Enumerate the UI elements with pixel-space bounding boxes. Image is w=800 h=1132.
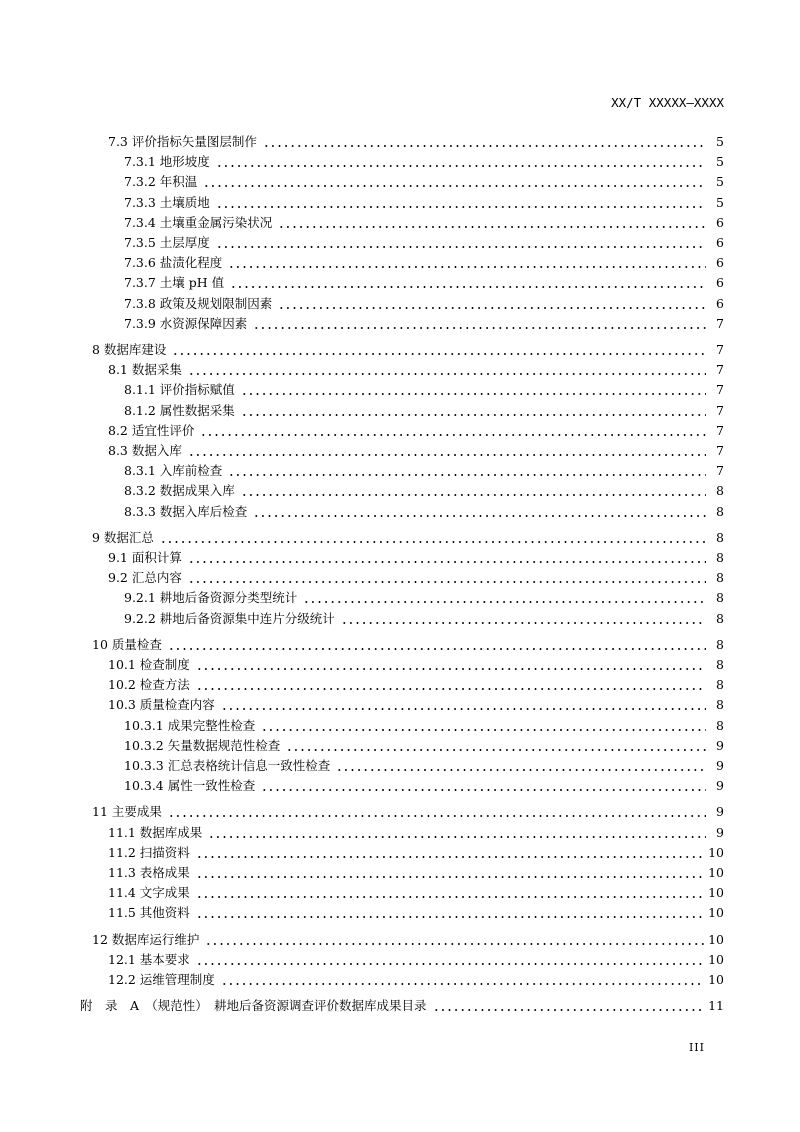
- toc-leader-dots: [216, 195, 706, 211]
- toc-leader-dots: [196, 885, 704, 901]
- toc-entry-label: 7.3.1 地形坡度: [124, 154, 210, 170]
- toc-entry[interactable]: [108, 360, 724, 378]
- toc-leader-dots: [208, 825, 706, 841]
- toc-leader-dots: [188, 550, 706, 566]
- toc-leader-dots: [433, 998, 705, 1014]
- toc-leader-dots: [228, 255, 706, 271]
- toc-entry-label: 7.3.7 土壤 pH 值: [124, 275, 225, 291]
- toc-leader-dots: [286, 738, 706, 754]
- toc-entry-page-number: 9: [716, 758, 724, 773]
- toc-entry[interactable]: [124, 756, 724, 774]
- toc-entry[interactable]: [92, 930, 724, 948]
- toc-entry-page-number: 6: [716, 255, 724, 271]
- toc-entry-page-number: 8: [716, 677, 724, 693]
- toc-entry[interactable]: [108, 863, 724, 881]
- toc-entry[interactable]: [108, 950, 724, 968]
- toc-leader-dots: [160, 530, 706, 546]
- toc-entry-label: 10.3.4 属性一致性检查: [124, 778, 256, 794]
- toc-entry[interactable]: [124, 233, 724, 251]
- toc-leader-dots: [221, 972, 704, 988]
- toc-entry-label: 10.3 质量检查内容: [108, 697, 215, 713]
- toc-leader-dots: [203, 174, 706, 190]
- toc-entry-label: 10.2 检查方法: [108, 677, 190, 693]
- toc-entry-label: 8.1.1 评价指标赋值: [124, 382, 235, 398]
- toc-leader-dots: [230, 275, 706, 291]
- toc-entry-page-number: 7: [716, 382, 724, 398]
- toc-leader-dots: [278, 296, 706, 312]
- toc-leader-dots: [253, 316, 706, 332]
- toc-entry[interactable]: [108, 903, 724, 921]
- toc-entry-page-number: 7: [716, 463, 724, 479]
- toc-entry-label: 7.3.8 政策及规划限制因素: [124, 295, 273, 311]
- toc-leader-dots: [188, 570, 706, 586]
- toc-entry[interactable]: [124, 502, 724, 520]
- toc-leader-dots: [205, 932, 704, 948]
- toc-entry[interactable]: [108, 843, 724, 861]
- toc-entry[interactable]: [124, 213, 724, 231]
- toc-entry[interactable]: [124, 401, 724, 419]
- toc-entry[interactable]: [108, 441, 724, 459]
- toc-entry-page-number: 8: [716, 636, 724, 652]
- toc-entry[interactable]: [92, 528, 724, 546]
- toc-leader-dots: [253, 504, 706, 520]
- toc-entry-page-number: 9: [716, 824, 724, 840]
- toc-entry[interactable]: [124, 253, 724, 271]
- toc-entry-label: 7.3.6 盐渍化程度: [124, 255, 223, 271]
- toc-entry[interactable]: [124, 314, 724, 332]
- toc-leader-dots: [261, 778, 706, 794]
- toc-entry[interactable]: [124, 294, 724, 312]
- toc-entry-page-number: 9: [716, 804, 724, 820]
- toc-entry-page-number: 9: [716, 737, 724, 753]
- toc-entry[interactable]: [124, 152, 724, 170]
- toc-entry-page-number: 8: [716, 717, 724, 733]
- toc-entry-page-number: 11: [708, 998, 724, 1014]
- toc-entry-label: 10.1 检查制度: [108, 657, 190, 672]
- toc-entry-label: 8.3.2 数据成果入库: [124, 483, 235, 499]
- toc-leader-dots: [216, 154, 706, 170]
- toc-appendix-entry[interactable]: [80, 996, 724, 1014]
- page-number: III: [688, 1041, 705, 1054]
- toc-entry-page-number: 8: [716, 657, 724, 672]
- toc-entry-page-number: 5: [716, 174, 724, 190]
- toc-entry-page-number: 8: [716, 550, 724, 565]
- toc-entry[interactable]: [92, 802, 724, 820]
- toc-entry[interactable]: [108, 568, 724, 586]
- toc-entry-page-number: 6: [716, 275, 724, 291]
- toc-entry-label: 8 数据库建设: [92, 342, 167, 357]
- toc-leader-dots: [196, 905, 704, 921]
- toc-entry[interactable]: [124, 588, 724, 606]
- toc-entry-page-number: 8: [716, 529, 724, 545]
- toc-entry-label: 9 数据汇总: [92, 529, 154, 545]
- toc-entry-label: 11 主要成果: [92, 804, 162, 820]
- toc-entry-label: 9.2.1 耕地后备资源分类型统计: [124, 590, 298, 606]
- toc-leader-dots: [221, 697, 706, 713]
- toc-entry-page-number: 10: [708, 972, 724, 987]
- toc-entry-label: 8.1.2 属性数据采集: [124, 402, 235, 418]
- toc-entry-label: 8.3 数据入库: [108, 443, 182, 458]
- toc-entry-page-number: 9: [716, 778, 724, 794]
- toc-entry[interactable]: [124, 716, 724, 734]
- toc-leader-dots: [196, 865, 704, 881]
- toc-leader-dots: [216, 235, 706, 251]
- toc-leader-dots: [196, 952, 704, 968]
- toc-entry-page-number: 7: [716, 402, 724, 418]
- toc-entry-label: 7.3.4 土壤重金属污染状况: [124, 214, 273, 230]
- toc-entry-label: 7.3.3 土壤质地: [124, 194, 210, 210]
- toc-entry-page-number: 10: [708, 865, 724, 880]
- toc-entry-page-number: 6: [716, 214, 724, 230]
- toc-entry-label: 11.1 数据库成果: [108, 824, 203, 840]
- toc-entry[interactable]: [108, 970, 724, 988]
- toc-leader-dots: [261, 718, 706, 734]
- toc-entry[interactable]: [124, 172, 724, 190]
- toc-leader-dots: [336, 758, 706, 774]
- toc-entry[interactable]: [124, 380, 724, 398]
- toc-entry-page-number: 5: [716, 154, 724, 170]
- toc-leader-dots: [196, 657, 706, 673]
- toc-entry[interactable]: [124, 461, 724, 479]
- toc-entry-label: 10.3.1 成果完整性检查: [124, 717, 256, 733]
- toc-entry-label: 9.2.2 耕地后备资源集中连片分级统计: [124, 610, 335, 626]
- toc-entry-label: 12.2 运维管理制度: [108, 972, 215, 987]
- toc-entry-page-number: 7: [716, 443, 724, 458]
- toc-entry-label: 12 数据库运行维护: [92, 931, 200, 947]
- toc-entry-page-number: 10: [708, 885, 724, 901]
- toc-entry-label: 11.4 文字成果: [108, 885, 190, 901]
- toc-entry-label: 12.1 基本要求: [108, 951, 190, 967]
- toc-leader-dots: [241, 483, 706, 499]
- toc-entry-label: 11.5 其他资料: [108, 905, 190, 921]
- toc-entry-page-number: 6: [716, 295, 724, 311]
- toc-entry-page-number: 10: [708, 905, 724, 921]
- toc-entry-page-number: 8: [716, 483, 724, 499]
- toc-entry[interactable]: [108, 548, 724, 566]
- toc-entry[interactable]: [124, 736, 724, 754]
- toc-leader-dots: [172, 342, 706, 358]
- toc-entry-label: 8.2 适宜性评价: [108, 422, 195, 438]
- toc-entry-page-number: 10: [708, 844, 724, 860]
- toc-entry-page-number: 8: [716, 590, 724, 606]
- toc-entry-page-number: 5: [716, 134, 724, 149]
- toc-entry-page-number: 7: [716, 362, 724, 378]
- toc-entry-label: 7.3.9 水资源保障因素: [124, 315, 248, 331]
- toc-entry-label: 11.3 表格成果: [108, 865, 190, 880]
- toc-leader-dots: [341, 611, 706, 627]
- toc-leader-dots: [188, 362, 706, 378]
- toc-entry-page-number: 7: [716, 342, 724, 357]
- toc-entry-label: 11.2 扫描资料: [108, 844, 190, 860]
- toc-entry-page-number: 8: [716, 610, 724, 626]
- toc-entry-label: 9.2 汇总内容: [108, 570, 182, 586]
- toc-entry[interactable]: [124, 776, 724, 794]
- toc-leader-dots: [200, 423, 706, 439]
- toc-entry-label: 7.3 评价指标矢量图层制作: [108, 134, 257, 149]
- toc-entry[interactable]: [124, 193, 724, 211]
- toc-leader-dots: [278, 215, 706, 231]
- toc-entry-label: 10.3.2 矢量数据规范性检查: [124, 737, 281, 753]
- toc-entry[interactable]: [124, 609, 724, 627]
- toc-entry-page-number: 10: [708, 951, 724, 967]
- toc-entry[interactable]: [124, 273, 724, 291]
- toc-entry-page-number: 10: [708, 931, 724, 947]
- toc-entry-label: 附 录 A （规范性） 耕地后备资源调查评价数据库成果目录: [80, 998, 427, 1014]
- toc-entry[interactable]: [108, 421, 724, 439]
- toc-entry[interactable]: [92, 635, 724, 653]
- toc-entry-label: 8.1 数据采集: [108, 362, 182, 378]
- toc-leader-dots: [168, 637, 706, 653]
- toc-entry[interactable]: [108, 883, 724, 901]
- toc-leader-dots: [241, 382, 706, 398]
- toc-leader-dots: [263, 134, 706, 150]
- toc-entry-page-number: 7: [716, 422, 724, 438]
- toc-entry-label: 8.3.1 入库前检查: [124, 463, 223, 479]
- toc-entry[interactable]: [108, 695, 724, 713]
- toc-entry-label: 7.3.5 土层厚度: [124, 235, 210, 250]
- toc-entry[interactable]: [92, 340, 724, 358]
- toc-entry-label: 9.1 面积计算: [108, 550, 182, 565]
- toc-entry-label: 7.3.2 年积温: [124, 174, 198, 190]
- document-code-header: XX/T XXXXX—XXXX: [611, 95, 724, 110]
- toc-entry-label: 10 质量检查: [92, 636, 162, 652]
- toc-entry-label: 8.3.3 数据入库后检查: [124, 503, 248, 519]
- toc-entry-page-number: 7: [716, 315, 724, 331]
- toc-leader-dots: [303, 590, 706, 606]
- toc-leader-dots: [196, 677, 706, 693]
- toc-leader-dots: [188, 443, 706, 459]
- toc-entry[interactable]: [108, 132, 724, 150]
- toc-entry-page-number: 6: [716, 235, 724, 250]
- toc-entry[interactable]: [108, 655, 724, 673]
- toc-entry[interactable]: [108, 823, 724, 841]
- toc-entry-label: 10.3.3 汇总表格统计信息一致性检查: [124, 758, 331, 773]
- toc-leader-dots: [196, 845, 704, 861]
- toc-leader-dots: [168, 804, 706, 820]
- toc-leader-dots: [228, 463, 706, 479]
- toc-leader-dots: [241, 403, 706, 419]
- toc-entry-page-number: 8: [716, 503, 724, 519]
- toc-entry[interactable]: [108, 675, 724, 693]
- toc-entry-page-number: 8: [716, 697, 724, 713]
- toc-entry-page-number: 5: [716, 194, 724, 210]
- toc-entry[interactable]: [124, 481, 724, 499]
- toc-entry-page-number: 8: [716, 570, 724, 586]
